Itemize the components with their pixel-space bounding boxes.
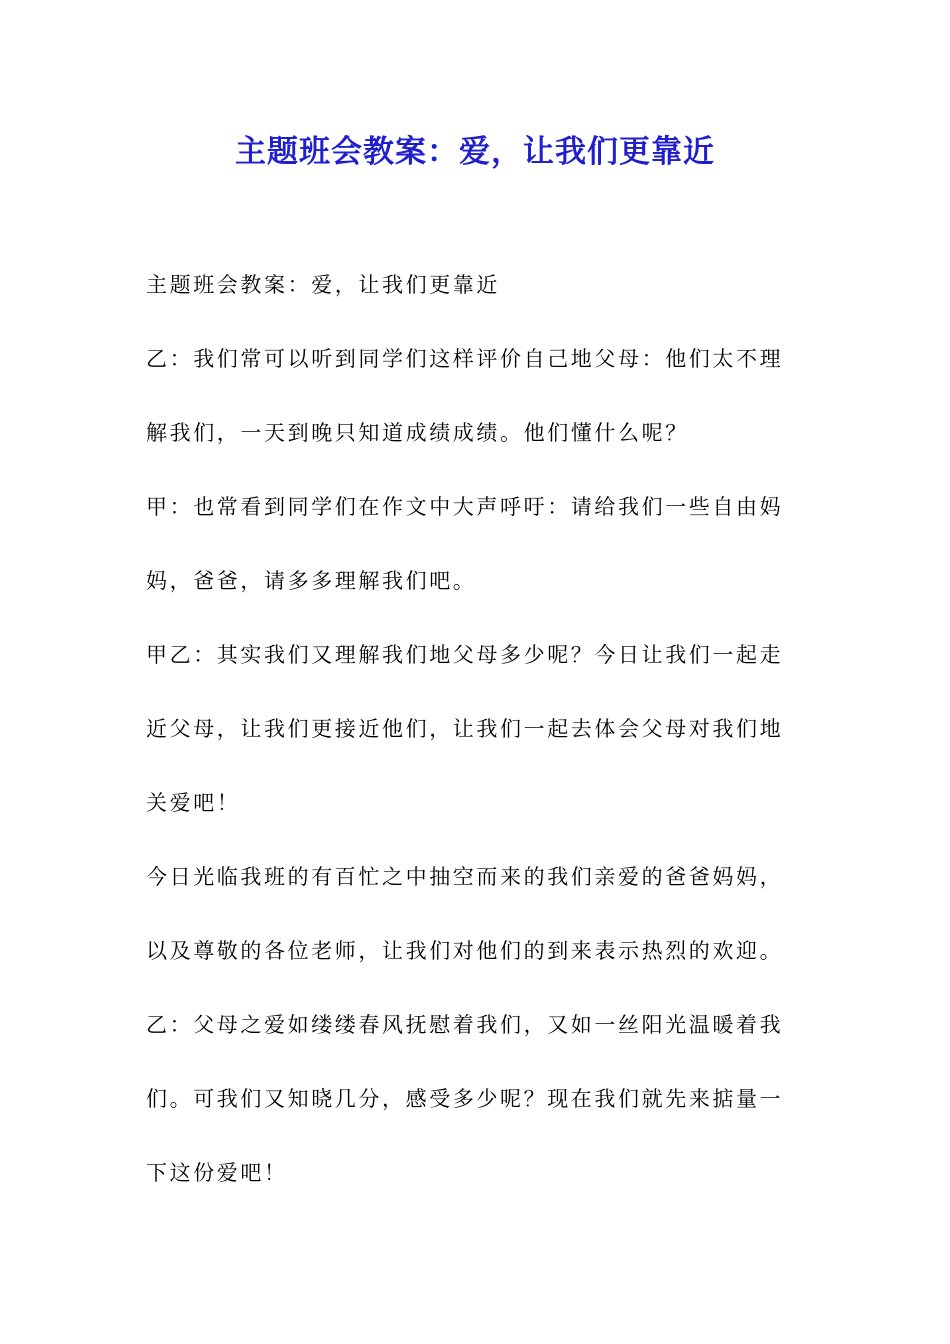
text-line: 主题班会教案：爱，让我们更靠近 xyxy=(146,273,500,297)
text-line: 们。可我们又知晓几分，感受多少呢？现在我们就先来掂量一 xyxy=(146,1087,784,1111)
text-line: 甲：也常看到同学们在作文中大声呼吁：请给我们一些自由妈 xyxy=(146,495,784,519)
document-body xyxy=(146,262,810,1224)
text-line: 今日光临我班的有百忙之中抽空而来的我们亲爱的爸爸妈妈， xyxy=(146,865,784,889)
text-line: 以及尊敬的各位老师，让我们对他们的到来表示热烈的欢迎。 xyxy=(146,939,784,963)
text-line: 乙：我们常可以听到同学们这样评价自己地父母：他们太不理 xyxy=(146,347,784,371)
text-line: 乙：父母之爱如缕缕春风抚慰着我们，又如一丝阳光温暖着我 xyxy=(146,1013,784,1037)
text-line: 解我们，一天到晚只知道成绩成绩。他们懂什么呢？ xyxy=(146,421,689,445)
text-line: 下这份爱吧！ xyxy=(146,1161,288,1185)
text-line: 关爱吧！ xyxy=(146,791,241,815)
page-title: 主题班会教案：爱，让我们更靠近 xyxy=(235,134,715,170)
text-line: 妈，爸爸，请多多理解我们吧。 xyxy=(146,569,477,593)
text-line: 近父母，让我们更接近他们，让我们一起去体会父母对我们地 xyxy=(146,717,784,741)
text-line: 甲乙：其实我们又理解我们地父母多少呢？今日让我们一起走 xyxy=(146,643,784,667)
